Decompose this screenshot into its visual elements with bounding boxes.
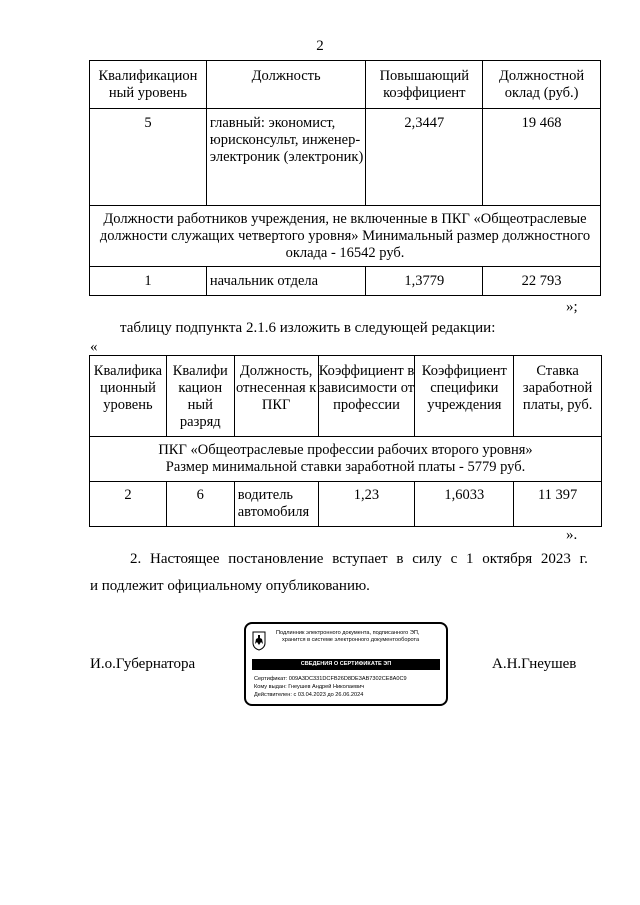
opening-quote: «	[90, 339, 98, 355]
table1-cell-salary: 22 793	[483, 267, 601, 296]
table1-cell-coef: 1,3779	[366, 267, 483, 296]
table2-header-grade: Квалифи кацион ный разряд	[166, 356, 234, 437]
table2-cell-level: 2	[90, 482, 167, 527]
table2-header-position: Должность, отнесенная к ПКГ	[234, 356, 318, 437]
paragraph-2-line-1: 2. Настоящее постановление вступает в силу с 1 октября 2023 г.	[130, 551, 588, 567]
instruction-text: таблицу подпункта 2.1.6 изложить в следующей редакции:	[120, 320, 496, 336]
signatory-title: И.о.Губернатора	[90, 656, 196, 672]
table1-cell-coef: 2,3447	[366, 109, 483, 206]
table-row	[90, 267, 601, 296]
table2-header-rate: Ставка заработной платы, руб.	[514, 356, 602, 437]
e-signature-header-1: Подлинник электронного документа, подписанного ЭП,	[276, 630, 420, 636]
e-signature-valid: Действителен: с 03.04.2023 до 26.06.2024	[254, 692, 364, 698]
e-signature-header-2: хранится в системе электронного документооборота	[282, 637, 420, 643]
table1-cell-salary: 19 468	[483, 109, 601, 206]
table2-header-level: Квалифика ционный уровень	[90, 356, 167, 437]
table1-group-caption: Должности работников учреждения, не включенные в ПКГ «Общеотраслевые должности служащих четвертого уровня» Минимальный размер должностного оклада - 16542 руб.	[90, 206, 601, 267]
signatory-name: А.Н.Гнеушев	[492, 656, 577, 672]
closing-quote-2: ».	[566, 527, 578, 543]
table2-cell-rate: 11 397	[514, 482, 602, 527]
table2-header-coef-prof: Коэффициент в зависимости от профессии	[318, 356, 415, 437]
salary-table-2	[89, 355, 602, 527]
table2-header-coef-spec: Коэффициент специфики учреждения	[415, 356, 514, 437]
table2-cell-grade: 6	[166, 482, 234, 527]
table1-cell-level: 1	[90, 267, 207, 296]
table2-group-caption: ПКГ «Общеотраслевые профессии рабочих второго уровня» Размер минимальной ставки заработной платы - 5779 руб.	[90, 437, 602, 482]
e-signature-stamp	[244, 622, 448, 706]
page-number: 2	[316, 38, 324, 54]
table1-cell-level: 5	[90, 109, 207, 206]
table1-header-position: Должность	[206, 61, 366, 109]
table1-cell-position: главный: экономист, юрисконсульт, инженер-электроник (электроник)	[206, 109, 366, 206]
closing-quote-1: »;	[566, 299, 578, 315]
table1-header-level: Квалификацион ный уровень	[90, 61, 207, 109]
table1-header-salary: Должностной оклад (руб.)	[483, 61, 601, 109]
table2-cell-coef-spec: 1,6033	[415, 482, 514, 527]
e-signature-issued-to: Кому выдан: Гнеушев Андрей Николаевич	[254, 684, 365, 690]
e-signature-certificate: Сертификат: 009A3DC331DCFB26D8DE3AB7302CE8A0C9	[254, 676, 407, 682]
paragraph-2-line-2: и подлежит официальному опубликованию.	[90, 578, 370, 594]
table-row	[90, 482, 602, 527]
table1-cell-position: начальник отдела	[206, 267, 366, 296]
table1-header-coef: Повышающий коэффициент	[366, 61, 483, 109]
e-signature-band: СВЕДЕНИЯ О СЕРТИФИКАТЕ ЭП	[252, 659, 440, 670]
salary-table-1	[89, 60, 601, 296]
table-row	[90, 109, 601, 206]
table2-cell-position: водитель автомобиля	[234, 482, 318, 527]
table2-cell-coef-prof: 1,23	[318, 482, 415, 527]
coat-of-arms-icon	[252, 631, 266, 651]
